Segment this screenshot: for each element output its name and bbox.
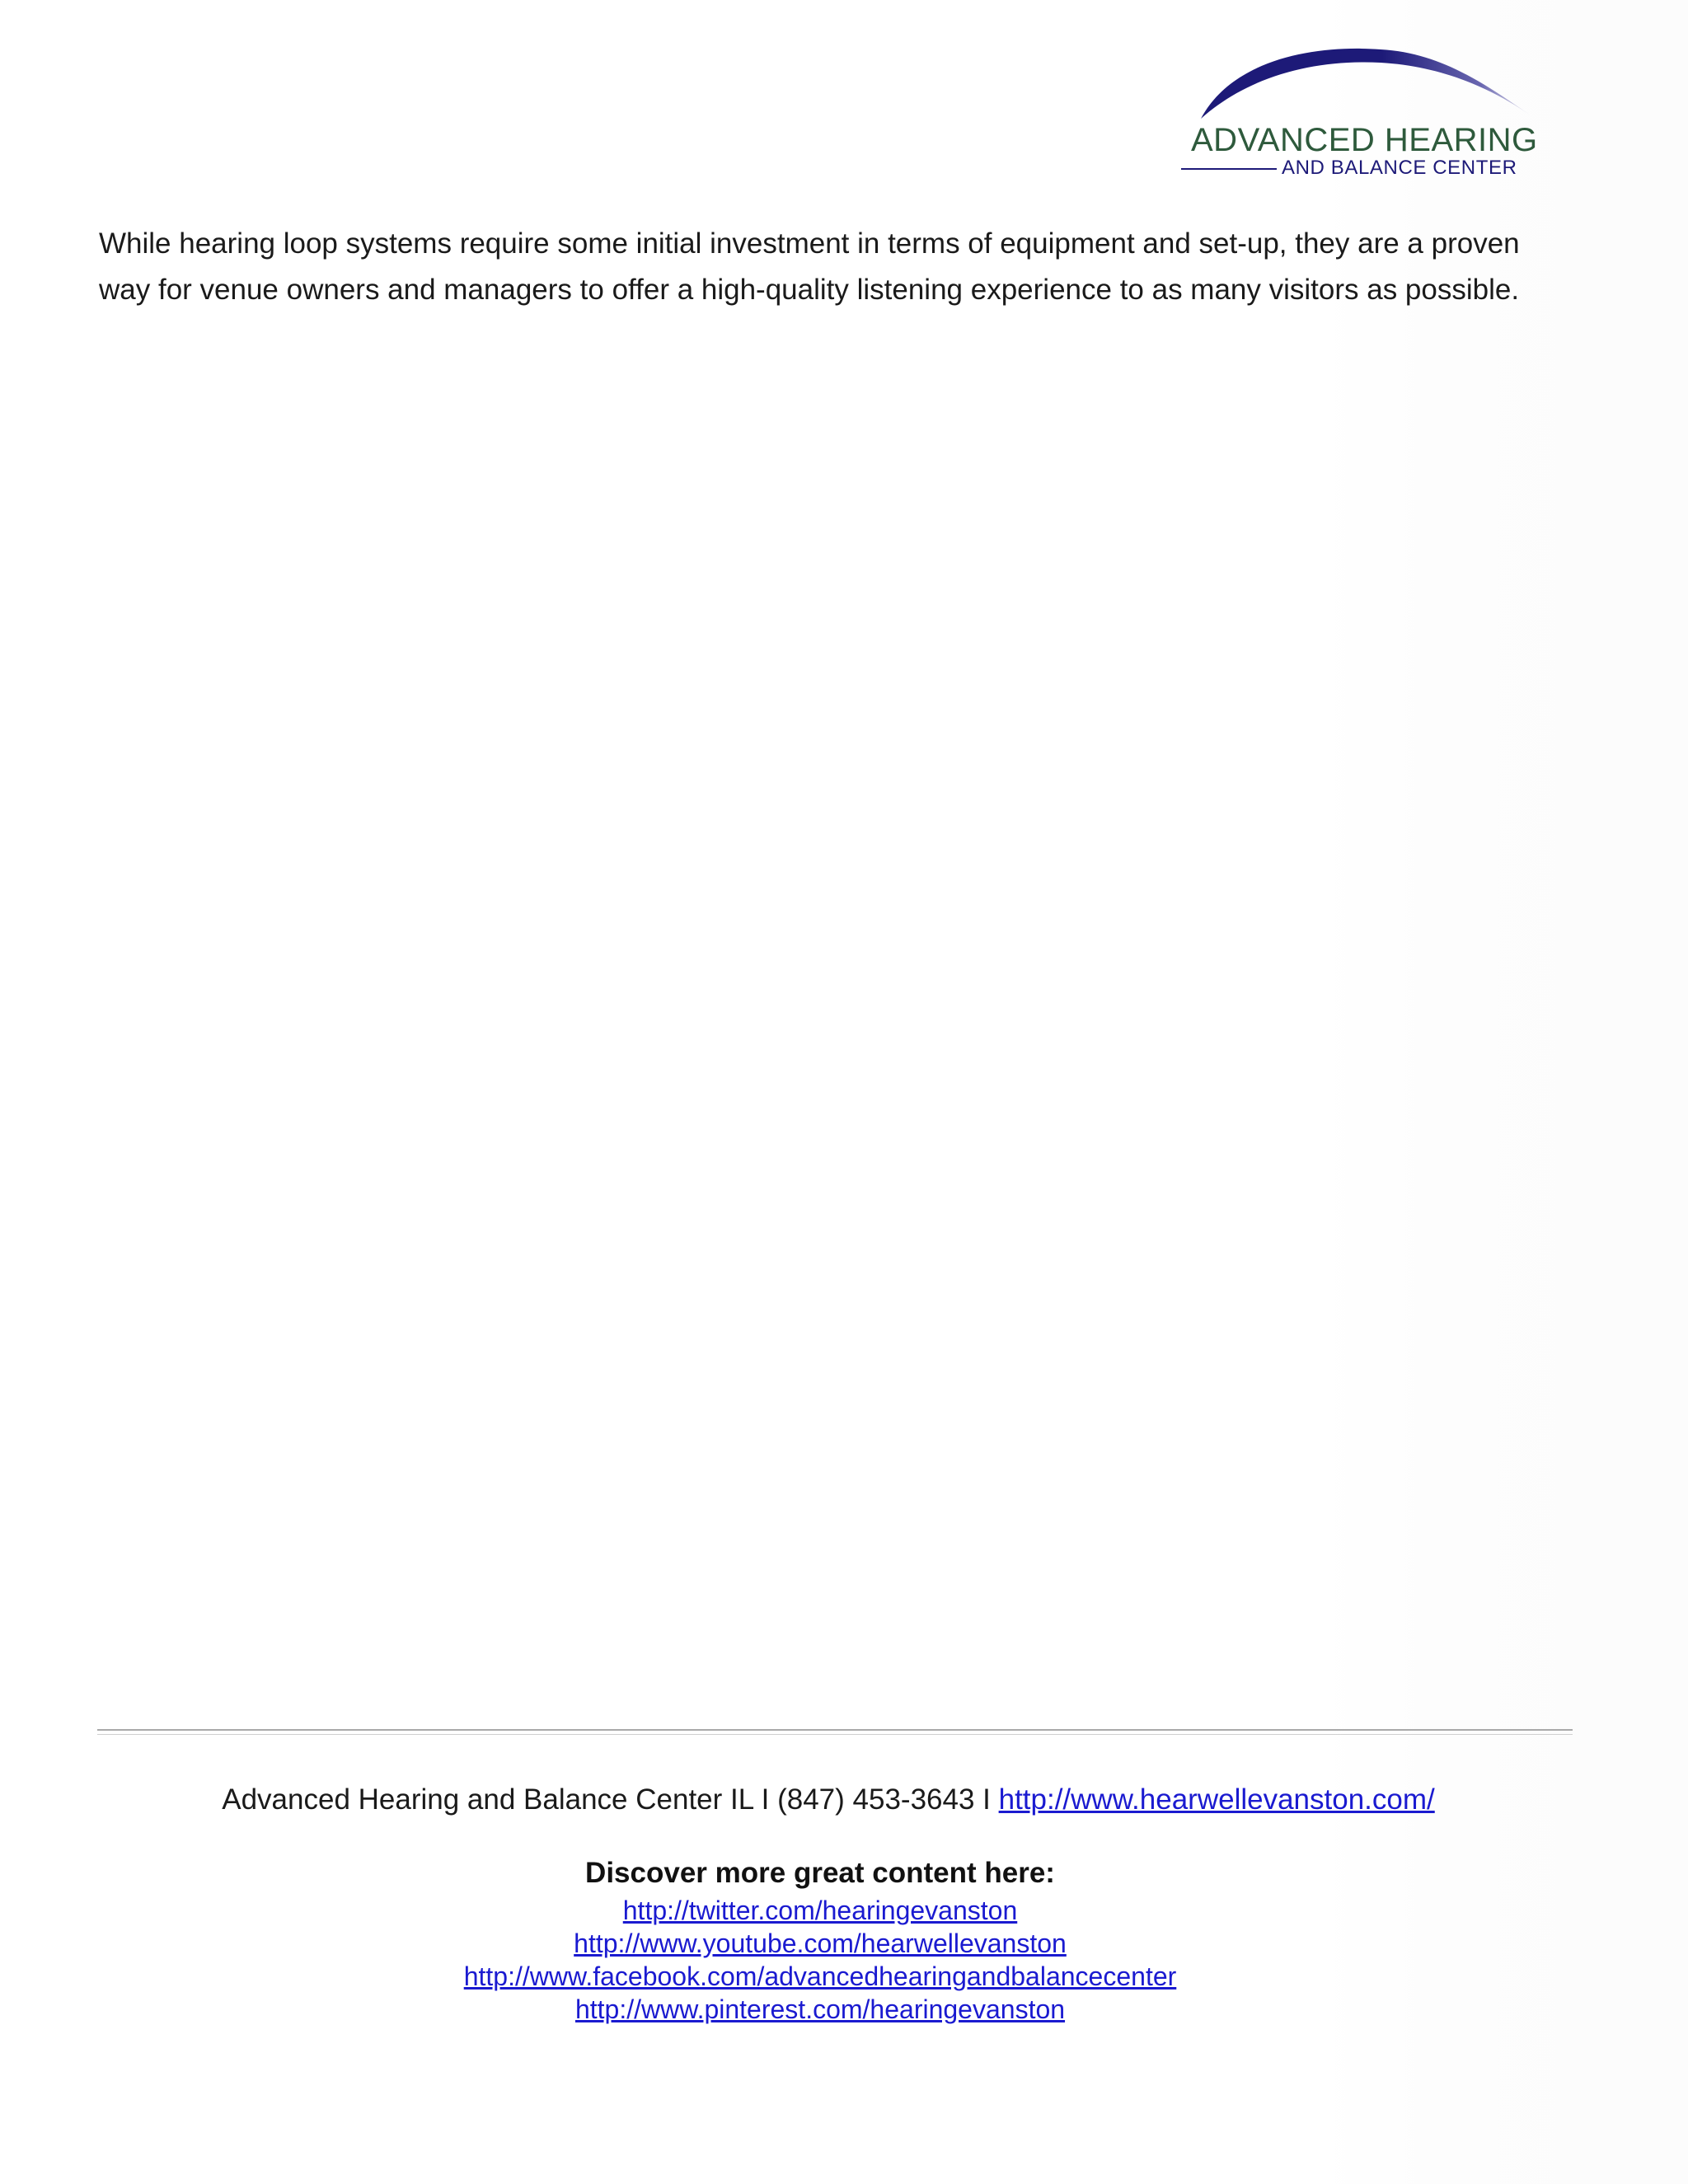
website-link[interactable]: http://www.hearwellevanston.com/ [998,1783,1435,1816]
logo-subtitle: AND BALANCE CENTER [1282,157,1517,179]
company-logo [1175,43,1545,183]
footer-contact-line [0,1783,1657,1816]
body-paragraph: While hearing loop systems require some initial investment in terms of equipment and set-up, they are a proven way for venue owners and managers to offer a high-quality listening experience to as many visitors as possible. [99,227,1520,306]
logo-rule [1181,168,1277,170]
pinterest-link[interactable]: http://www.pinterest.com/hearingevanston [574,1994,1066,2024]
footer-divider [97,1729,1573,1735]
logo-title: ADVANCED HEARING [1191,122,1538,158]
social-links-list [0,1894,1640,2026]
twitter-link[interactable]: http://twitter.com/hearingevanston [622,1896,1018,1925]
contact-text: Advanced Hearing and Balance Center IL I (847) 453-3643 I [222,1783,999,1816]
facebook-link[interactable]: http://www.facebook.com/advancedhearingandbalancecenter [463,1961,1177,1991]
logo-arc-icon [1175,43,1545,134]
youtube-link[interactable]: http://www.youtube.com/hearwellevanston [574,1929,1067,1958]
discover-heading: Discover more great content here: [585,1857,1055,1889]
